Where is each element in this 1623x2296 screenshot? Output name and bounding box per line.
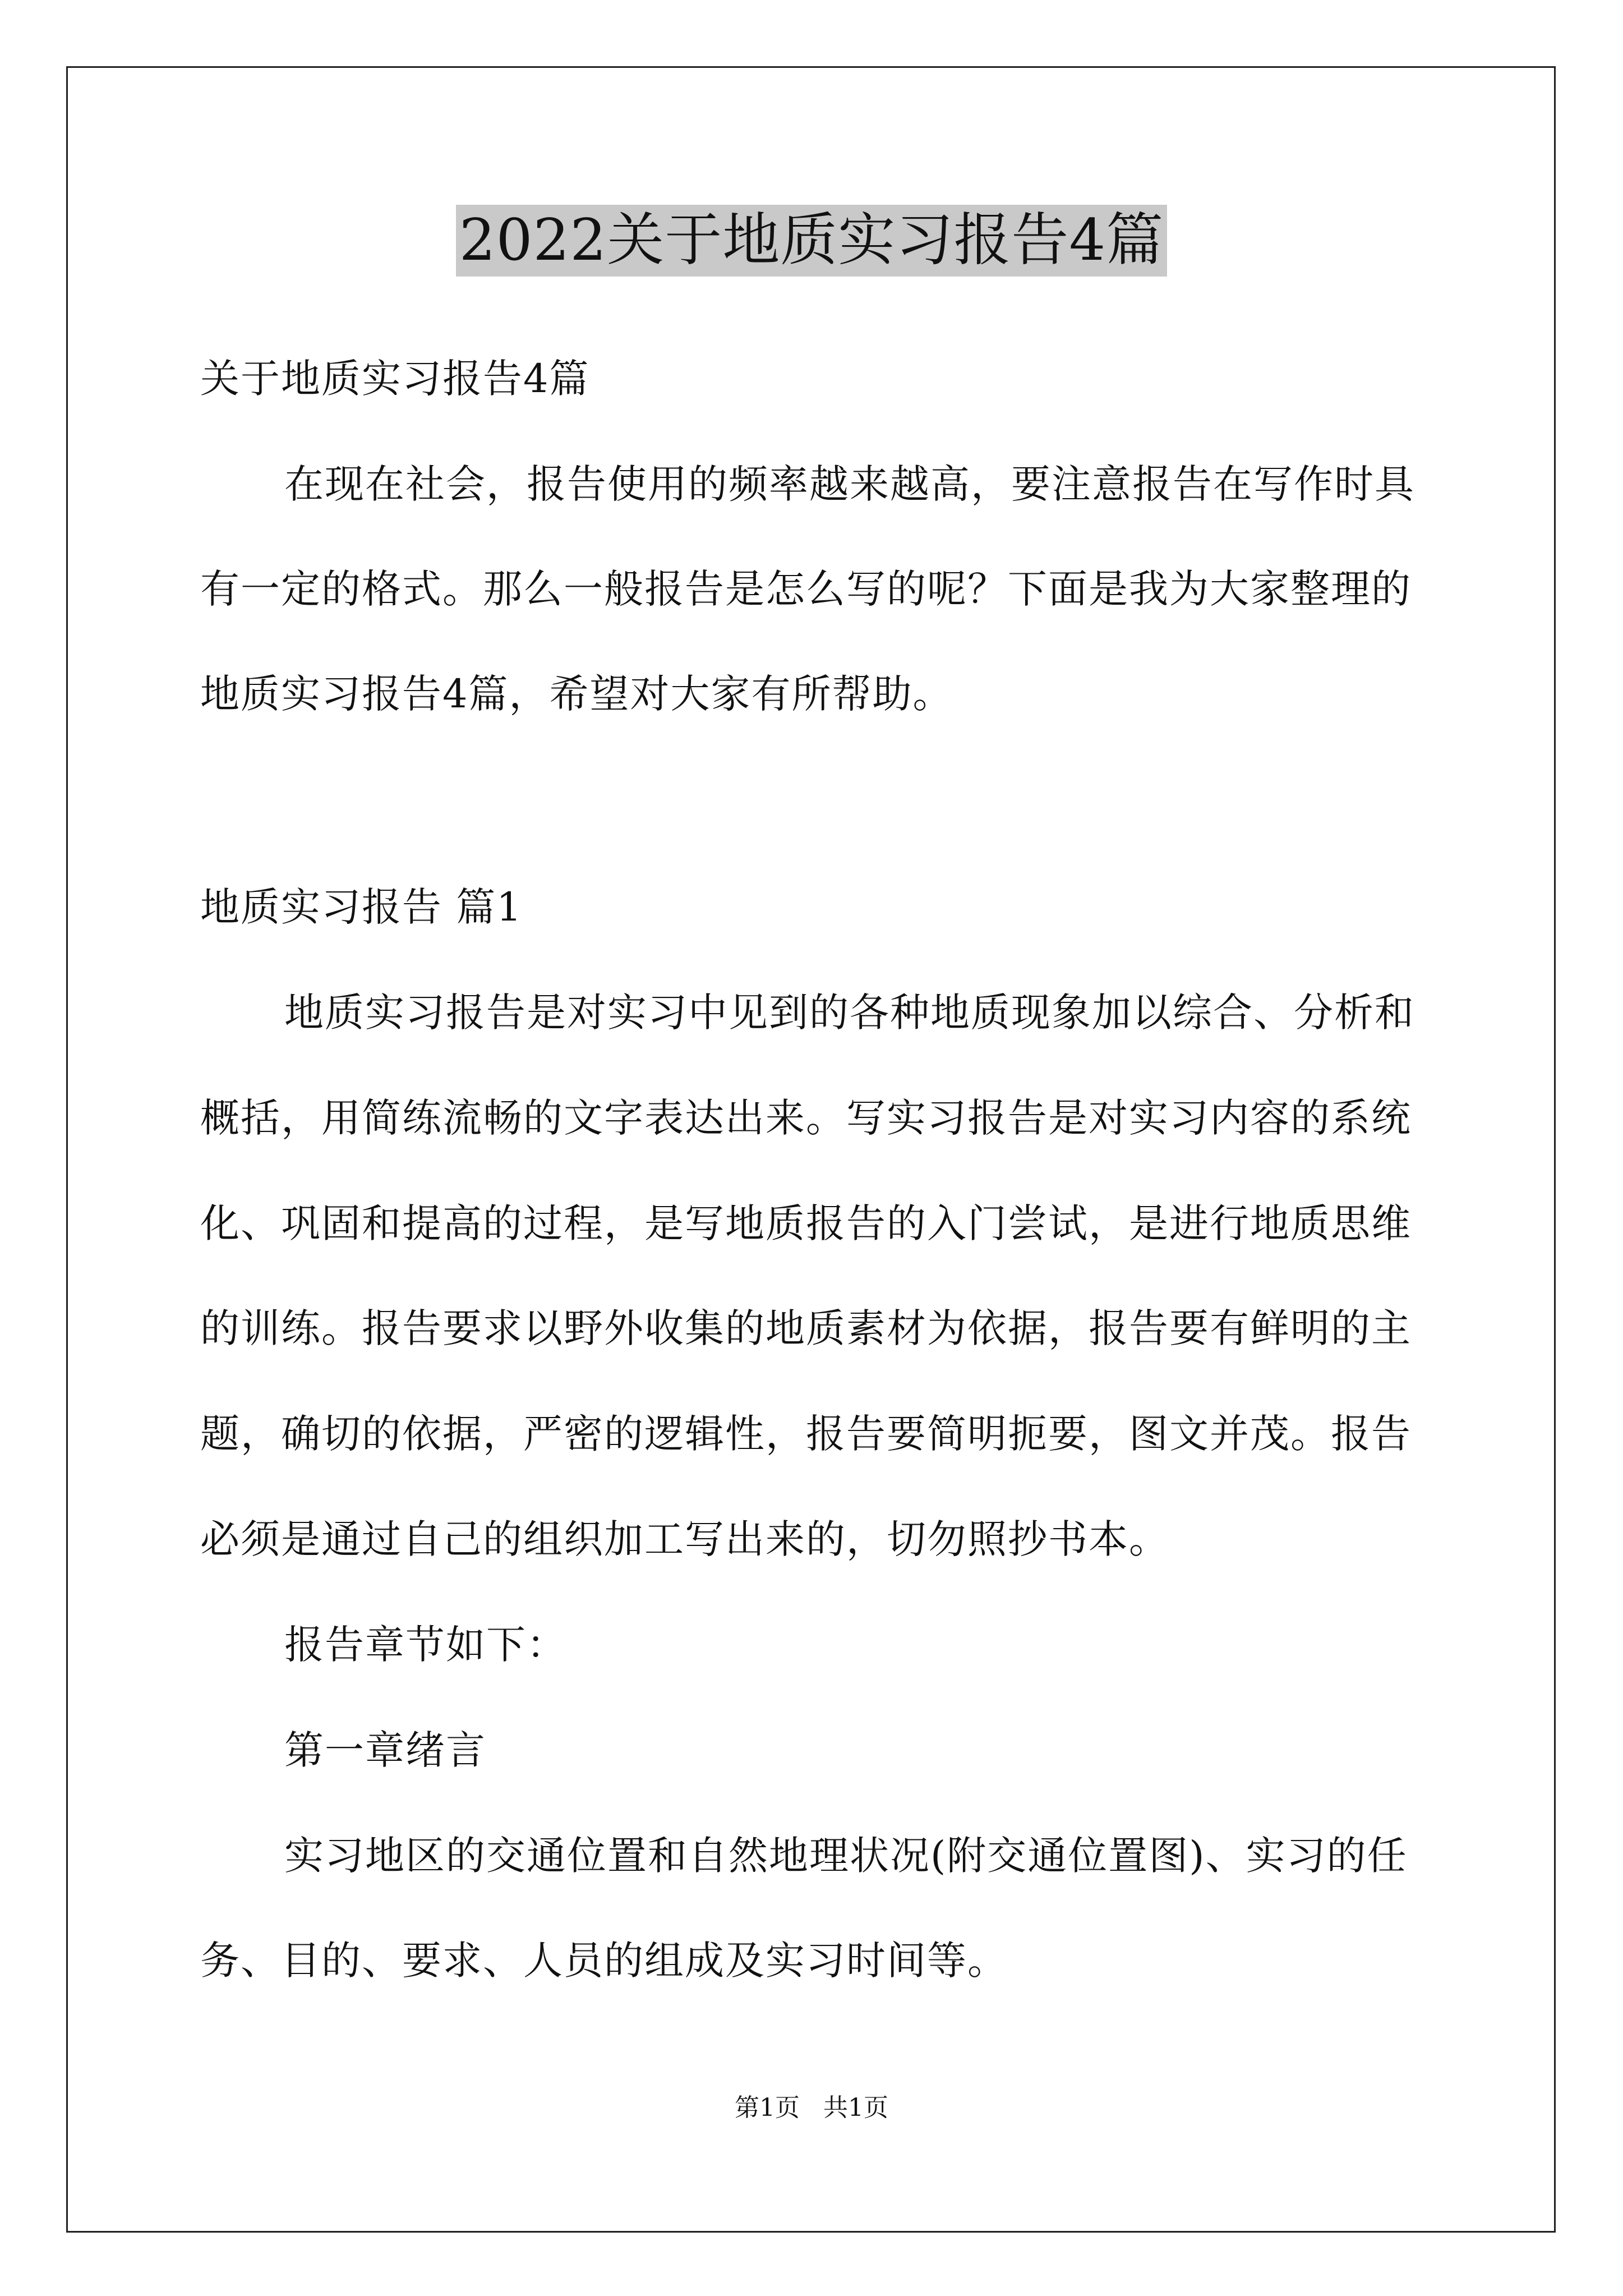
document-title: 2022关于地质实习报告4篇 bbox=[456, 205, 1167, 277]
section-line: 的训练。报告要求以野外收集的地质素材为依据，报告要有鲜明的主 bbox=[200, 1305, 1412, 1351]
section-line: 题，确切的依据，严密的逻辑性，报告要简明扼要，图文并茂。报告 bbox=[200, 1411, 1412, 1457]
chapter-line: 务、目的、要求、人员的组成及实习时间等。 bbox=[200, 1938, 1008, 1984]
section-line: 地质实习报告是对实习中见到的各种地质现象加以综合、分析和 bbox=[284, 990, 1415, 1036]
section-line: 必须是通过自己的组织加工写出来的，切勿照抄书本。 bbox=[200, 1516, 1169, 1562]
intro-line: 在现在社会，报告使用的频率越来越高，要注意报告在写作时具 bbox=[284, 461, 1415, 507]
intro-line: 地质实习报告4篇，希望对大家有所帮助。 bbox=[200, 671, 953, 717]
section-line: 化、巩固和提高的过程，是写地质报告的入门尝试，是进行地质思维 bbox=[200, 1200, 1412, 1246]
chapter-line: 实习地区的交通位置和自然地理状况(附交通位置图)、实习的任 bbox=[284, 1833, 1408, 1879]
chapters-label: 报告章节如下： bbox=[284, 1622, 567, 1668]
title-container bbox=[0, 205, 1623, 277]
page-number: 第1页 bbox=[735, 2093, 800, 2122]
section-line: 概括，用简练流畅的文字表达出来。写实习报告是对实习内容的系统 bbox=[200, 1095, 1412, 1141]
chapter-heading: 第一章绪言 bbox=[284, 1727, 486, 1773]
intro-line: 有一定的格式。那么一般报告是怎么写的呢？下面是我为大家整理的 bbox=[200, 566, 1412, 612]
page-footer bbox=[0, 2091, 1623, 2125]
page-total: 共1页 bbox=[823, 2093, 888, 2122]
subtitle: 关于地质实习报告4篇 bbox=[200, 356, 590, 402]
section-heading: 地质实习报告 篇1 bbox=[200, 884, 523, 930]
